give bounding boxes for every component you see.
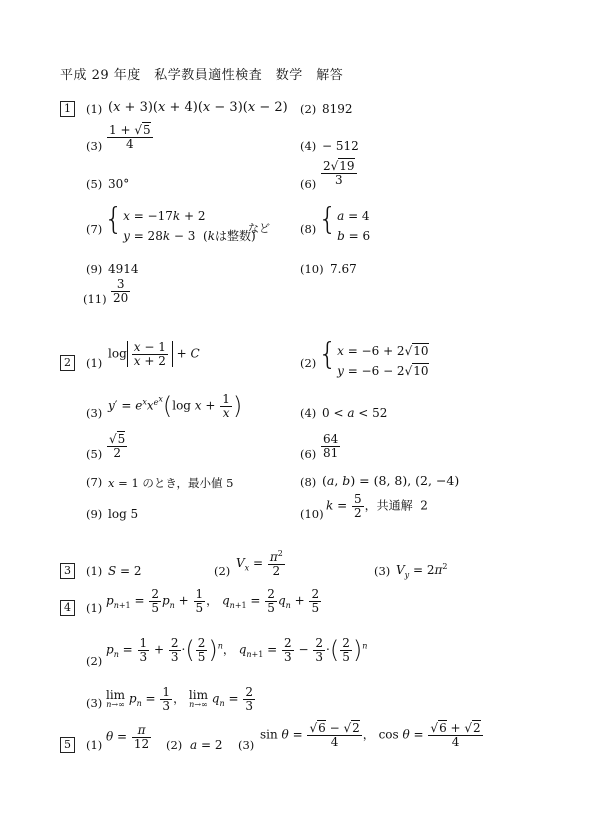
s2-q8-answer: (a, b) = (8, 8), (2, −4) <box>322 473 460 488</box>
s2-q3-label: (3) <box>86 406 103 420</box>
s3-q3-label: (3) <box>374 564 391 578</box>
s5-q2-answer: a = 2 <box>190 738 223 752</box>
s1-q4-label: (4) <box>300 139 317 153</box>
s1-q11-answer: $\frac{3}{20}$ <box>113 277 129 305</box>
s1-q10-answer: 7.67 <box>330 262 357 276</box>
section-number-3: 3 <box>60 563 75 579</box>
s1-q2-answer: 8192 <box>322 102 353 116</box>
s1-q7-answer: { x = −17k + 2 y = 28k − 3 (kは整数) <box>104 202 256 243</box>
s2-q8-label: (8) <box>300 475 317 489</box>
page-title: 平成 29 年度 私学教員適性検査 数学 解答 <box>60 68 344 83</box>
s3-q1-label: (1) <box>86 564 103 578</box>
s2-q6-answer: $\frac{64}{81}$ <box>323 432 339 460</box>
s1-q1-label: (1) <box>86 102 103 116</box>
s2-q3-answer: $y' = e^xx^{e^x}(\log$ x + $\frac{1}{x}$ ) <box>108 391 243 420</box>
s2-q5-label: (5) <box>86 447 103 461</box>
s2-q6-label: (6) <box>300 447 317 461</box>
section-number-5: 5 <box>60 737 75 753</box>
s4-q3-answer: lim n→∞ $p_n$ = $\frac{1}{3}$ ， lim n→∞ $q_n$ = $\frac{2}{3}$ <box>106 685 253 713</box>
s2-q5-answer: $\frac{√5}{2}$ <box>109 432 126 460</box>
s1-q7-label: (7) <box>86 222 103 236</box>
s2-q1-label: (1) <box>86 356 103 370</box>
s3-q2-answer: $V_x$ = $\frac{\pi^2}{2}$ <box>236 549 283 578</box>
s3-q3-answer: $V_y = 2\pi^2$ <box>396 562 448 580</box>
s4-q3-label: (3) <box>86 696 103 710</box>
s4-q1-answer: $p_{n+1}$ = $\frac{2}{5}$ $p_n$ + $\frac{1}{5}$ ， $q_{n+1}$ = $\frac{2}{5}$ $q_n$ + $\frac{2}{5}$ <box>106 587 320 615</box>
s1-q5-answer: 30° <box>108 177 130 191</box>
s3-q1-answer: S = 2 <box>108 564 142 578</box>
s1-q10-label: (10) <box>300 262 324 276</box>
s2-q4-label: (4) <box>300 406 317 420</box>
section-number-1: 1 <box>60 101 75 117</box>
s2-q10-answer: k = $\frac{5}{2}$ ，共通解 2 <box>326 492 428 520</box>
s2-q7-answer: x = 1 のとき，最小値 5 <box>108 476 234 490</box>
s2-q2-answer: { x = −6 + 2√10 y = −6 − 2√10 <box>318 337 429 378</box>
s5-q1-answer: θ = $\frac{\pi}{12}$ <box>106 723 150 751</box>
s2-q9-answer: log 5 <box>108 507 139 521</box>
s1-q9-label: (9) <box>86 262 103 276</box>
s4-q2-label: (2) <box>86 654 103 668</box>
s2-q9-label: (9) <box>86 507 103 521</box>
s1-q7-suffix: など <box>248 222 270 235</box>
s2-q10-label: (10) <box>300 507 324 521</box>
s1-q8-answer: { a = 4 b = 6 <box>318 202 371 243</box>
s2-q4-answer: 0 < a < 52 <box>322 406 388 420</box>
section-number-4: 4 <box>60 600 75 616</box>
s1-q6-label: (6) <box>300 177 317 191</box>
s1-q2-label: (2) <box>300 102 317 116</box>
s5-q3-label: (3) <box>238 738 255 752</box>
s1-q11-label: (11) <box>83 292 107 306</box>
s1-q1-answer: (x + 3)(x + 4)(x − 3)(x − 2) <box>108 100 288 115</box>
s1-q4-answer: − 512 <box>322 139 359 153</box>
s2-q7-label: (7) <box>86 475 103 489</box>
s5-q1-label: (1) <box>86 738 103 752</box>
s2-q2-label: (2) <box>300 356 317 370</box>
s1-q9-answer: 4914 <box>108 262 139 276</box>
s1-q6-answer: $\frac{2√19}{3}$ <box>323 159 355 187</box>
s5-q3-answer: sin θ = $\frac{√6 - √2}{4}$ ， cos θ = $\frac{√6 + √2}{4}$ <box>260 721 481 749</box>
s4-q1-label: (1) <box>86 601 103 615</box>
s3-q2-label: (2) <box>214 564 231 578</box>
s1-q5-label: (5) <box>86 177 103 191</box>
s1-q3-label: (3) <box>86 139 103 153</box>
s4-q2-answer: $p_n$ = $\frac{1}{3}$ + $\frac{2}{3}$ ·( $\frac{2}{5}$ )$^n$， $q_{n+1}$ = $\frac{2}{3}$ − $\frac{2}{3}$ ·( $\frac{2}{5}$ )$^n$ <box>106 635 368 664</box>
section-number-2: 2 <box>60 355 75 371</box>
s1-q3-answer: $\frac{1 + √5}{4}$ <box>109 123 151 151</box>
s5-q2-label: (2) <box>166 738 183 752</box>
s2-q1-answer: log $\frac{x - 1}{x + 2}$ + C <box>108 340 200 368</box>
s1-q8-label: (8) <box>300 222 317 236</box>
